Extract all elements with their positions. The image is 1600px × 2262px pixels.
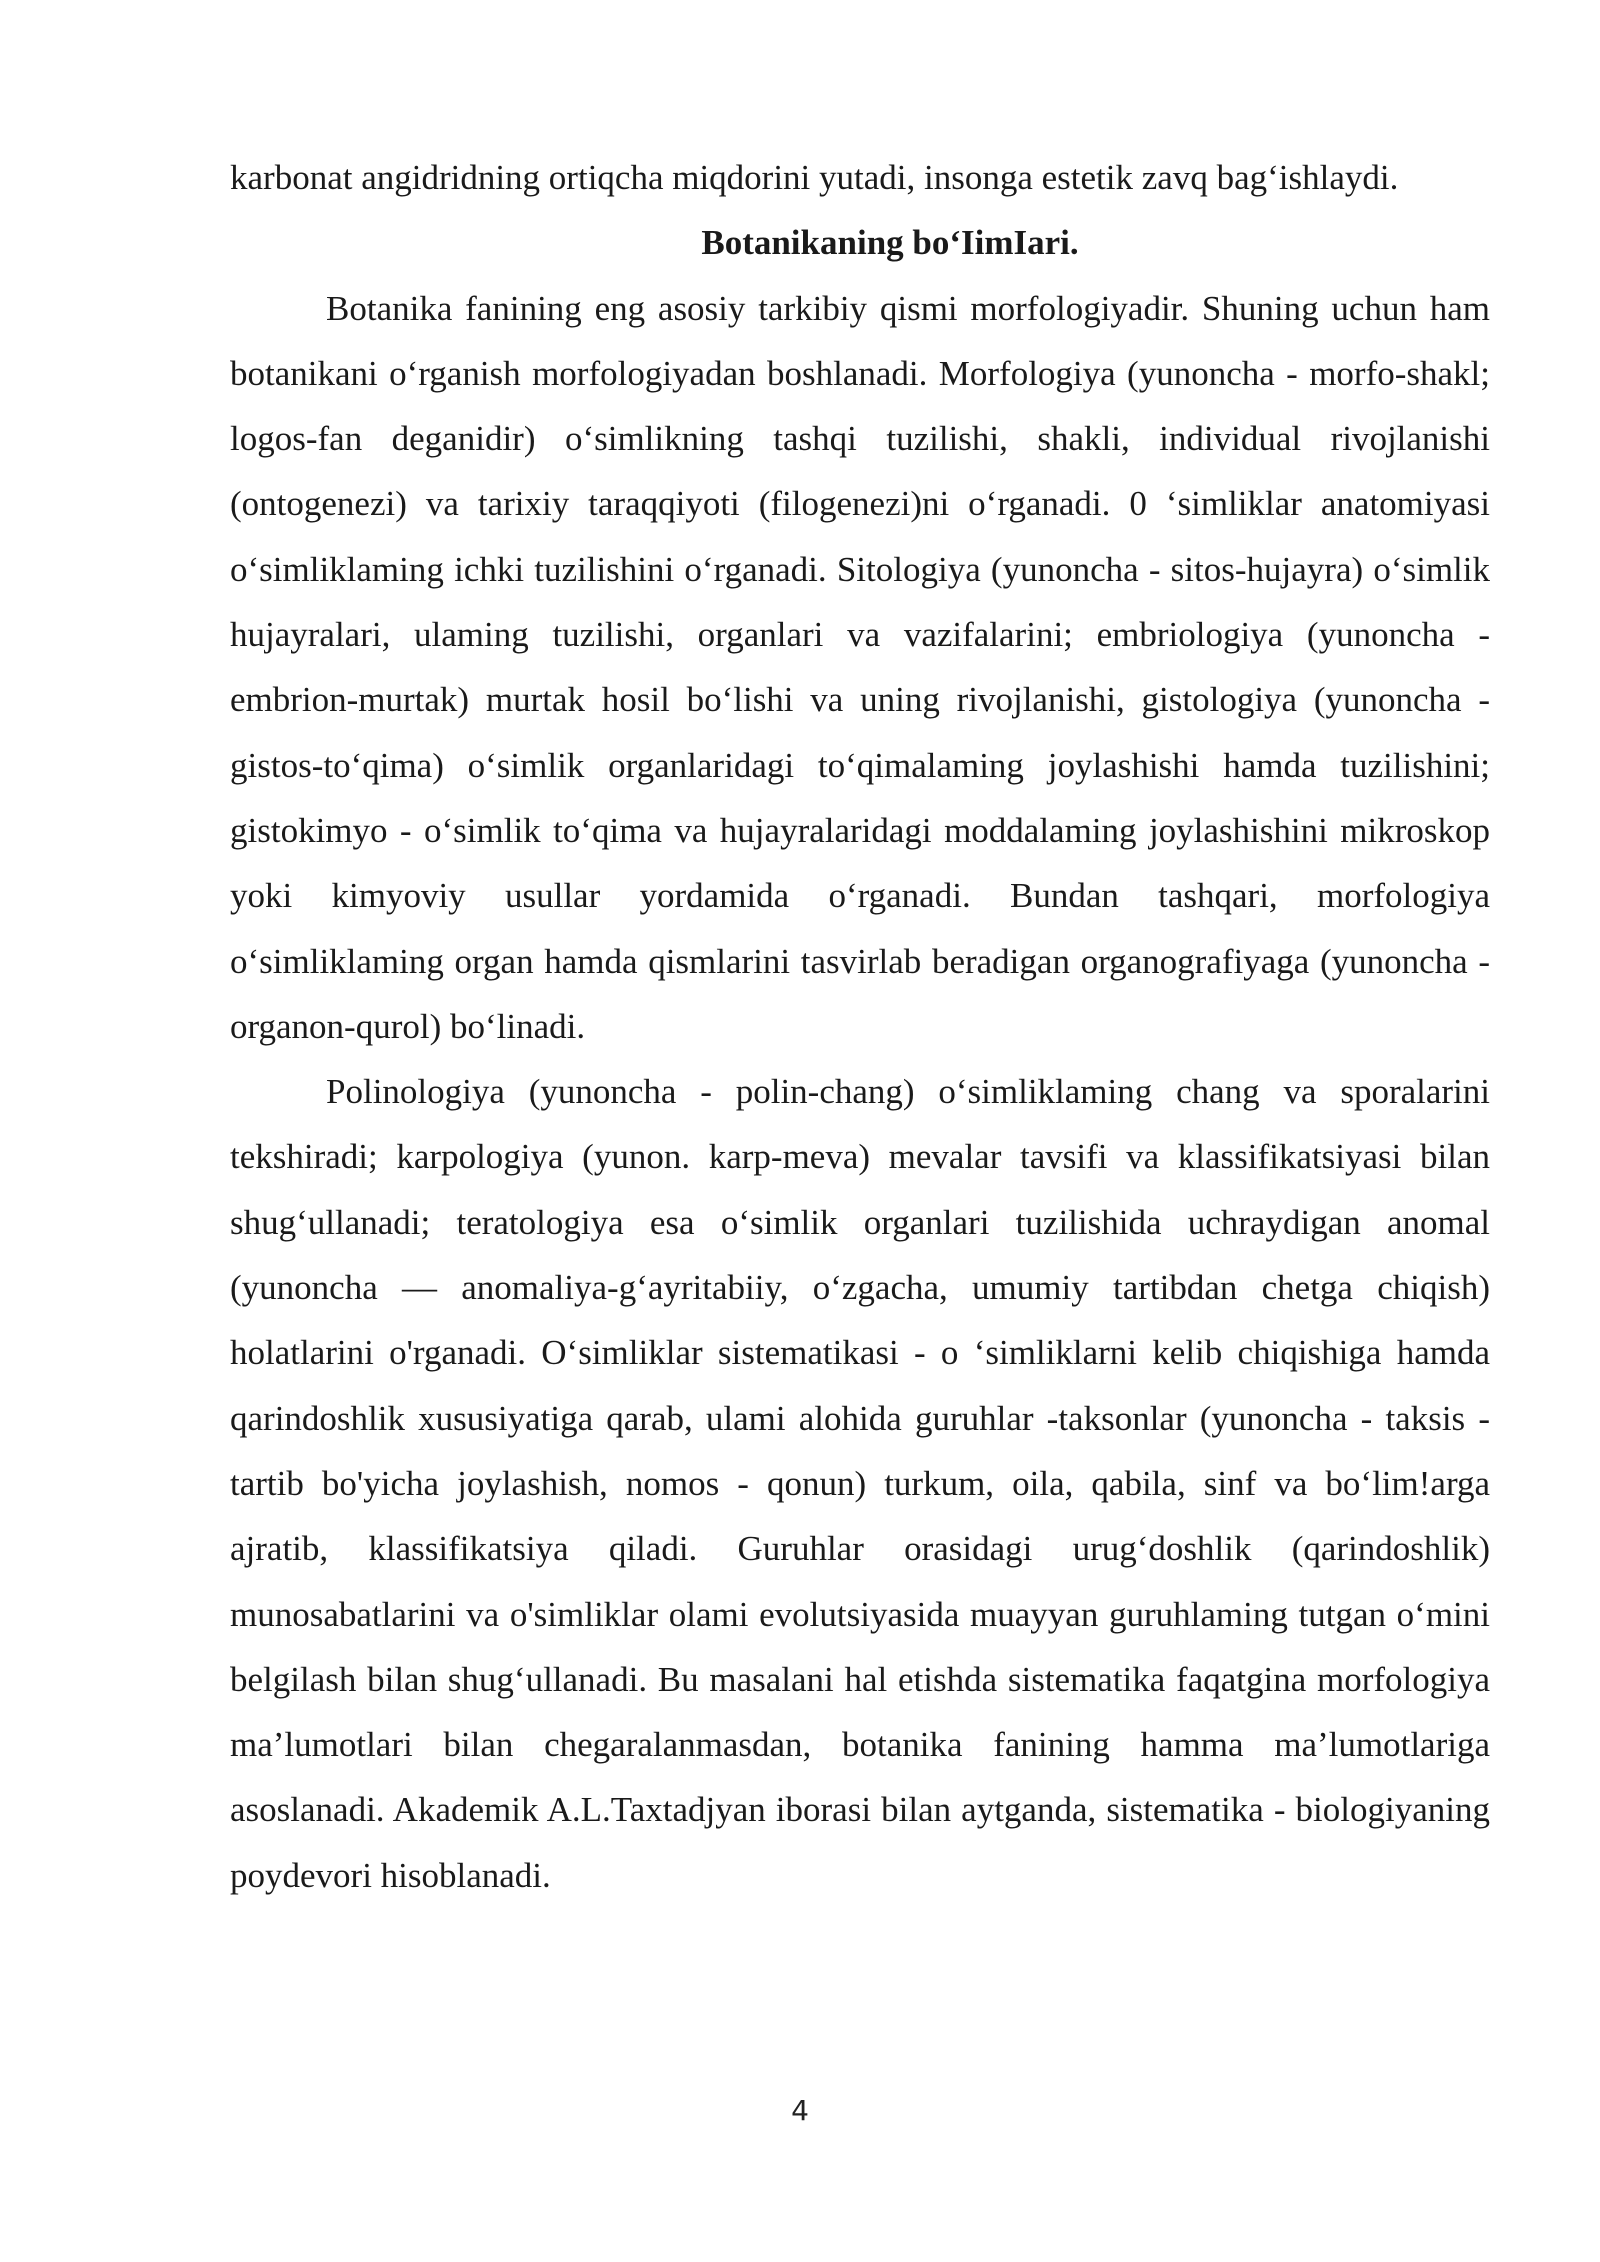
page-number: 4 bbox=[791, 2094, 809, 2127]
body-paragraph-polinology: Polinologiya (yunoncha - polin-chang) o‘simliklaming chang va sporalarini tekshiradi; karpologiya (yunon. karp-meva) mevalar tavsifi va klassifikatsiyasi bilan shug‘ullanadi; teratologiya esa o‘simlik organlari tuzilishida uchraydigan anomal (yunoncha — anomaliya-g‘ayritabiiy, o‘zgacha, umumiy tartibdan chetga chiqish) holatlarini o'rganadi. O‘simliklar sistematikasi - o ‘simliklarni kelib chiqishiga hamda qarindoshlik xususiyatiga qarab, ulami alohida guruhlar -taksonlar (yunoncha - taksis - tartib bo'yicha joylashish, nomos - qonun) turkum, oila, qabila, sinf va bo‘lim!arga ajratib, klassifikatsiya qiladi. Guruhlar orasidagi urug‘doshlik (qarindoshlik) munosabatlarini va o'simliklar olami evolutsiyasida muayyan guruhlaming tutgan o‘mini belgilash bilan shug‘ullanadi. Bu masalani hal etishda sistematika faqatgina morfologiya ma’lumotlari bilan chegaralanmasdan, botanika fanining hamma ma’lumotlariga asoslanadi. Akademik A.L.Taxtadjyan iborasi bilan aytganda, sistematika - biologiyaning poydevori hisoblanadi. bbox=[230, 1072, 1490, 1895]
document-page bbox=[230, 145, 1490, 1908]
intro-paragraph: karbonat angidridning ortiqcha miqdorini yutadi, insonga estetik zavq bag‘ishlaydi. bbox=[230, 158, 1399, 197]
body-paragraph-morphology: Botanika fanining eng asosiy tarkibiy qismi morfologiyadir. Shuning uchun ham botanikani o‘rganish morfologiyadan boshlanadi. Morfologiya (yunoncha - morfo-shakl; logos-fan deganidir) o‘simlikning tashqi tuzilishi, shakli, individual rivojlanishi (ontogenezi) va tarixiy taraqqiyoti (filogenezi)ni o‘rganadi. 0 ‘simliklar anatomiyasi o‘simliklaming ichki tuzilishini o‘rganadi. Sitologiya (yunoncha - sitos-hujayra) o‘simlik hujayralari, ulaming tuzilishi, organlari va vazifalarini; embriologiya (yunoncha - embrion-murtak) murtak hosil bo‘lishi va uning rivojlanishi, gistologiya (yunoncha - gistos-to‘qima) o‘simlik organlaridagi to‘qimalaming joylashishi hamda tuzilishini; gistokimyo - o‘simlik to‘qima va hujayralaridagi moddalaming joylashishini mikroskop yoki kimyoviy usullar yordamida o‘rganadi. Bundan tashqari, morfologiya o‘simliklaming organ hamda qismlarini tasvirlab beradigan organografiyaga (yunoncha - organon-qurol) bo‘linadi. bbox=[230, 288, 1490, 1046]
section-heading: Botanikaning bo‘IimIari. bbox=[701, 223, 1079, 263]
